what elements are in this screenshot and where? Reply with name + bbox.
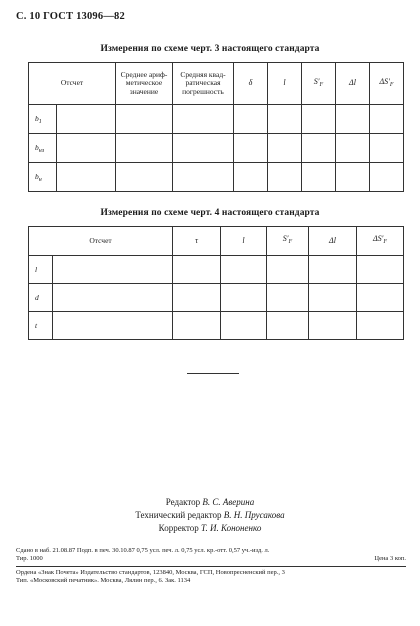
col-header-mean: Среднее ариф-метическое значение: [116, 63, 173, 105]
tech-editor-line: Технический редактор В. Н. Прусакова: [135, 510, 285, 520]
col-header-count: Отсчет: [29, 227, 173, 256]
row-label-b1: $b_1$: [29, 105, 57, 134]
row-label-bnz: $b_{нз}$: [29, 134, 57, 163]
print-info-line2: Тир. 1000 Цена 3 коп.: [16, 555, 406, 562]
table-row: [29, 163, 404, 192]
table2-header-row: [29, 227, 404, 256]
table-row: [29, 134, 404, 163]
col-header-l: l: [268, 63, 302, 105]
col-header-count: Отсчет: [29, 63, 116, 105]
footer-rule: [16, 566, 406, 567]
page-header: С. 10 ГОСТ 13096—82: [16, 11, 125, 22]
table-row: [29, 312, 404, 340]
table2-title: Измерения по схеме черт. 4 настоящего стандарта: [100, 208, 320, 218]
printer-line: Тип. «Московский печатник». Москва, Лялин пер., 6. Зак. 1134: [16, 577, 191, 584]
table1-title: Измерения по схеме черт. 3 настоящего стандарта: [100, 44, 320, 54]
col-header-l: l: [221, 227, 267, 256]
col-header-tau: τ: [173, 227, 221, 256]
publisher-line: Ордена «Знак Почета» Издательство стандартов, 123840, Москва, ГСП, Новопресненский пер., 3: [16, 569, 285, 576]
col-header-dl: Δl: [309, 227, 357, 256]
col-header-dsf: $\Delta S'_F$: [370, 63, 404, 105]
col-header-sf: $S'_F$: [302, 63, 336, 105]
measurement-table-2: [28, 226, 404, 340]
row-label-d: d: [29, 284, 53, 312]
publisher-info: [16, 569, 406, 585]
print-info-line1: Сдано в наб. 21.08.87 Подп. в печ. 30.10.87 0,75 усл. печ. л. 0,75 усл. кр.-отт. 0,57 уч.-изд. л.: [16, 547, 270, 554]
editor-line: Редактор В. С. Аверина: [165, 497, 255, 507]
table1-header-row: [29, 63, 404, 105]
col-header-rmse: Средняя квад-ратическая погрешность: [173, 63, 234, 105]
row-label-l: l: [29, 256, 53, 284]
table-row: [29, 256, 404, 284]
col-header-sf: $S'_F$: [267, 227, 309, 256]
measurement-table-1: [28, 62, 404, 192]
print-info: [16, 547, 406, 563]
table-row: [29, 284, 404, 312]
corrector-line: Корректор Т. И. Кононенко: [158, 523, 262, 533]
row-label-t: t: [29, 312, 53, 340]
col-header-delta: δ: [234, 63, 268, 105]
table-row: [29, 105, 404, 134]
row-label-bn: $b_н$: [29, 163, 57, 192]
section-divider: [187, 373, 239, 374]
col-header-dsf: $\Delta S'_F$: [357, 227, 404, 256]
col-header-dl: Δl: [336, 63, 370, 105]
